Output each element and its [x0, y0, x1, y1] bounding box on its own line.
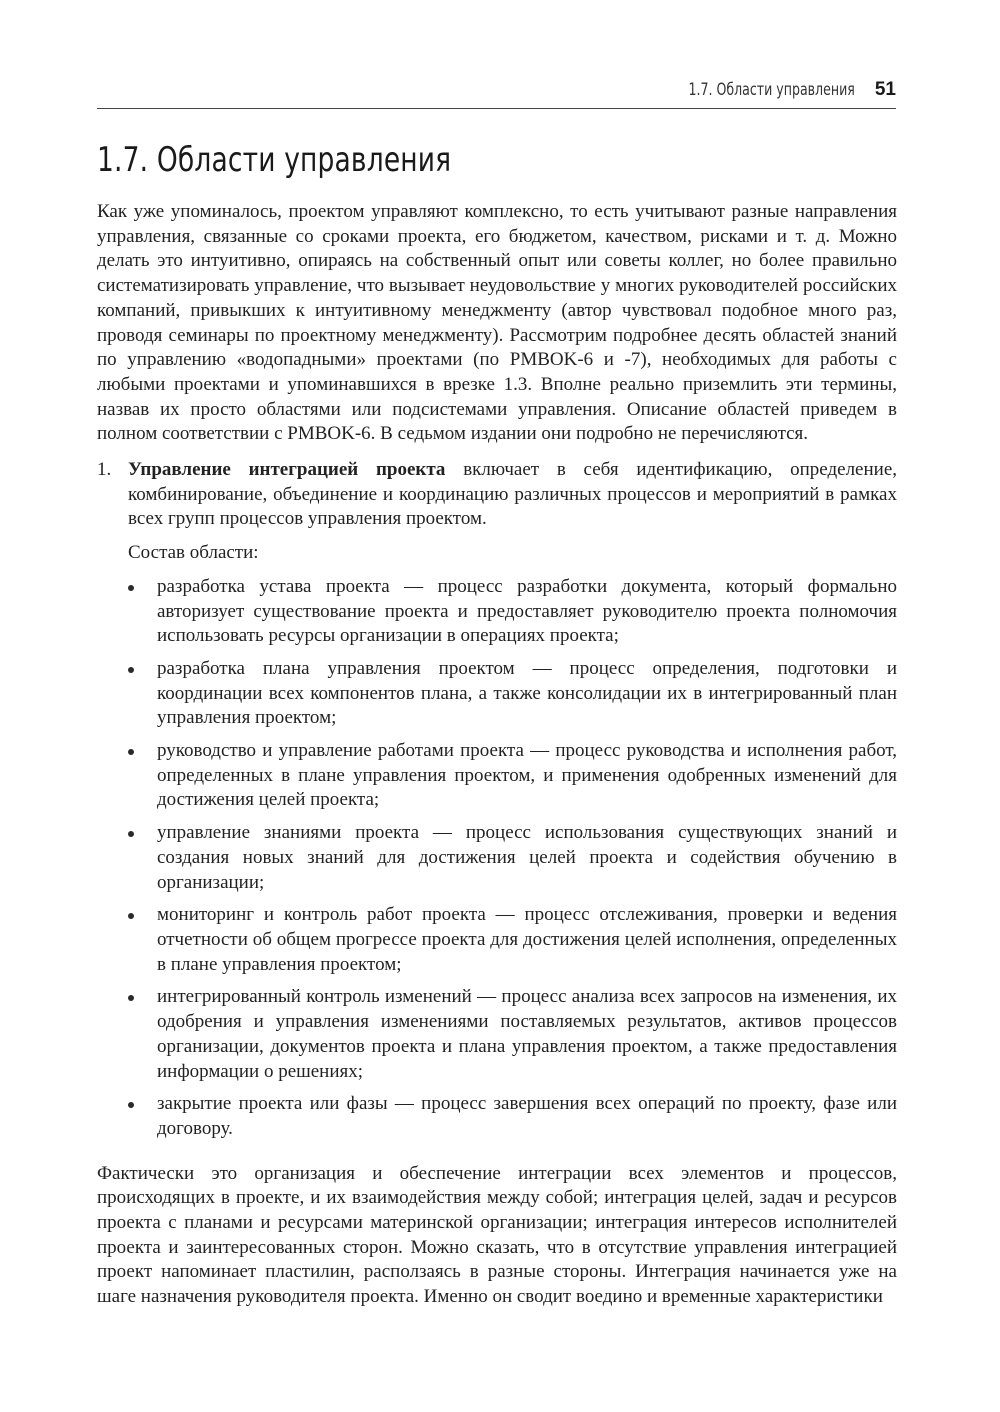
- bullet-list: [128, 575, 897, 1142]
- bullet-text: разработка устава проекта — процесс разработки документа, который формально авторизует существование проекта и предоставляет руководителю проекта полномочия использовать ресурсы организации в операциях проекта;: [157, 575, 897, 647]
- bullet-item: [128, 821, 897, 895]
- bullet-text: управление знаниями проекта — процесс использования существующих знаний и создания новых знаний для достижения целей проекта и содействия обучению в организации;: [157, 822, 897, 893]
- bullet-icon: [128, 1102, 134, 1108]
- bullet-icon: [128, 585, 134, 591]
- bullet-icon: [128, 749, 134, 755]
- bullet-icon: [128, 667, 134, 673]
- list-item-term: Управление интеграцией проекта: [128, 459, 446, 481]
- list-item-content: [128, 458, 897, 1150]
- section-title: 1.7. Области управления: [97, 140, 452, 180]
- bullet-text: закрытие проекта или фазы — процесс завершения всех операций по проекту, фазе или договору.: [157, 1093, 897, 1139]
- bullet-text: мониторинг и контроль работ проекта — процесс отслеживания, проверки и ведения отчетности об общем прогрессе проекта для достижения целей исполнения, определенных в плане управления проектом;: [157, 904, 897, 975]
- bullet-text: интегрированный контроль изменений — процесс анализа всех запросов на изменения, их одобрения и управления изменениями поставляемых результатов, активов процессов организации, документов проекта и плана управления проектом, а также предоставления информации о решениях;: [157, 986, 897, 1082]
- running-head-title: 1.7. Области управления: [688, 80, 855, 100]
- bullet-item: [128, 985, 897, 1084]
- running-head: [97, 72, 896, 109]
- body-text: [97, 200, 897, 1310]
- bullet-icon: [128, 831, 134, 837]
- bullet-item: [128, 575, 897, 649]
- intro-paragraph: Как уже упоминалось, проектом управляют комплексно, то есть учитывают разные направления управления, связанные со сроками проекта, его бюджетом, качеством, рисками и т. д. Можно делать это интуитивно, опираясь на собственный опыт или советы коллег, но более правильно систематизировать управление, что вызывает неудовольствие у многих руководителей российских компаний, привыкших к интуитивному менеджменту (автор чувствовал подобное много раз, проводя семинары по проектному менеджменту). Рассмотрим подробнее десять областей знаний по управлению «водопадными» проектами (по PMBOK-6 и -7), необходимых для работы с любыми проектами и упоминавшихся в врезке 1.3. Вполне реально приземлить эти термины, назвав их просто областями или подсистемами управления. Описание областей приведем в полном соответствии с PMBOK-6. В седьмом издании они подробно не перечисляются.: [97, 201, 897, 445]
- bullet-item: [128, 739, 897, 813]
- list-item-definition: включает в себя идентификацию, определение, комбинирование, объединение и координацию различных процессов и мероприятий в рамках всех групп процессов управления проектом.: [128, 459, 898, 530]
- bullet-text: разработка плана управления проектом — процесс определения, подготовки и координации всех компонентов плана, а также консолидации их в интегрированный план управления проектом;: [157, 657, 897, 729]
- bullet-icon: [128, 913, 134, 919]
- bullet-text: руководство и управление работами проекта — процесс руководства и исполнения работ, определенных в плане управления проектом, и применения одобренных изменений для достижения целей проекта;: [157, 740, 897, 811]
- list-item-intro: [128, 458, 897, 532]
- bullet-item: [128, 1092, 897, 1141]
- page-number: 51: [874, 79, 896, 100]
- list-item: [97, 458, 897, 1150]
- bullet-item: [128, 903, 897, 977]
- composition-label: Состав области:: [128, 542, 259, 564]
- bullet-item: [128, 657, 897, 731]
- bullet-icon: [128, 995, 134, 1001]
- closing-paragraph: Фактически это организация и обеспечение интеграции всех элементов и процессов, происходящих в проекте, и их взаимодействия между собой; интеграция целей, задач и ресурсов проекта с планами и ресурсами материнской организации; интеграция интересов исполнителей проекта и заинтересованных сторон. Можно сказать, что в отсутствие управления интеграцией проект напоминает пластилин, расползаясь в разные стороны. Интеграция начинается уже на шаге назначения руководителя проекта. Именно он сводит воедино и временные характеристики: [97, 1162, 897, 1308]
- list-item-number: 1.: [97, 459, 112, 481]
